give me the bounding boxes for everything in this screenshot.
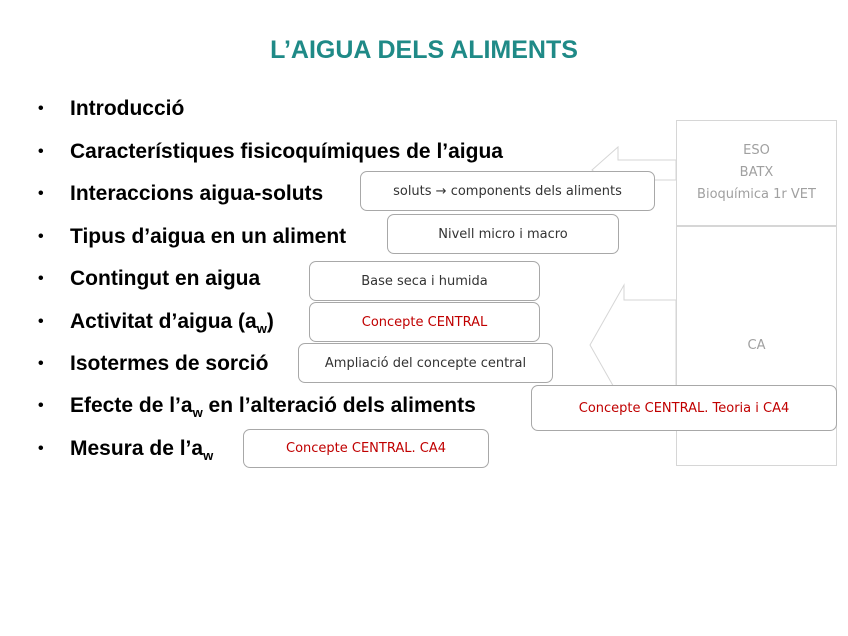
list-item xyxy=(38,137,503,167)
list-item xyxy=(38,434,213,464)
tag-micro-macro: Nivell micro i macro xyxy=(387,214,619,254)
side-line-batx: BATX xyxy=(739,165,774,180)
side-line-bioquimica: Bioquímica 1r VET xyxy=(697,187,816,202)
list-item xyxy=(38,94,184,124)
side-line-eso: ESO xyxy=(743,143,770,158)
list-item xyxy=(38,391,476,421)
bullet-dot: • xyxy=(38,143,44,160)
bullet-dot: • xyxy=(38,100,44,117)
list-item xyxy=(38,307,274,337)
page-title: L’AIGUA DELS ALIMENTS xyxy=(270,36,578,64)
bullet-dot: • xyxy=(38,185,44,202)
list-item xyxy=(38,264,260,294)
bullet-dot: • xyxy=(38,228,44,245)
list-item xyxy=(38,349,268,379)
item-text: Tipus d’aigua en un aliment xyxy=(70,225,347,248)
side-label-ca: CA xyxy=(747,338,766,353)
tag-concepte-central: Concepte CENTRAL xyxy=(309,302,540,342)
tag-base-seca: Base seca i humida xyxy=(309,261,540,301)
list-item xyxy=(38,222,346,252)
item-text: Introducció xyxy=(70,97,185,120)
item-text: Interaccions aigua-soluts xyxy=(70,182,324,205)
item-text: Efecte de $l’a_w$ en l’alteració dels aliments xyxy=(70,394,476,420)
item-text: Contingut en aigua xyxy=(70,267,261,290)
item-text: Característiques fisicoquímiques de l’aigua xyxy=(70,140,503,163)
item-text: Isotermes de sorció xyxy=(70,352,269,375)
bullet-dot: • xyxy=(38,313,44,330)
bullet-dot: • xyxy=(38,355,44,372)
list-item xyxy=(38,179,323,209)
tag-soluts: soluts → components dels aliments xyxy=(360,171,655,211)
item-text: Activitat d’aigua $(a_w)$ xyxy=(70,310,274,336)
tag-central-teoria: Concepte CENTRAL. Teoria i CA4 xyxy=(531,385,837,431)
bullet-dot: • xyxy=(38,270,44,287)
bullet-dot: • xyxy=(38,397,44,414)
item-text: Mesura de $l’a_w$ xyxy=(70,437,214,463)
side-box-top xyxy=(676,120,837,226)
tag-central-ca4: Concepte CENTRAL. CA4 xyxy=(243,429,489,468)
tag-ampliacio: Ampliació del concepte central xyxy=(298,343,553,383)
bullet-dot: • xyxy=(38,440,44,457)
